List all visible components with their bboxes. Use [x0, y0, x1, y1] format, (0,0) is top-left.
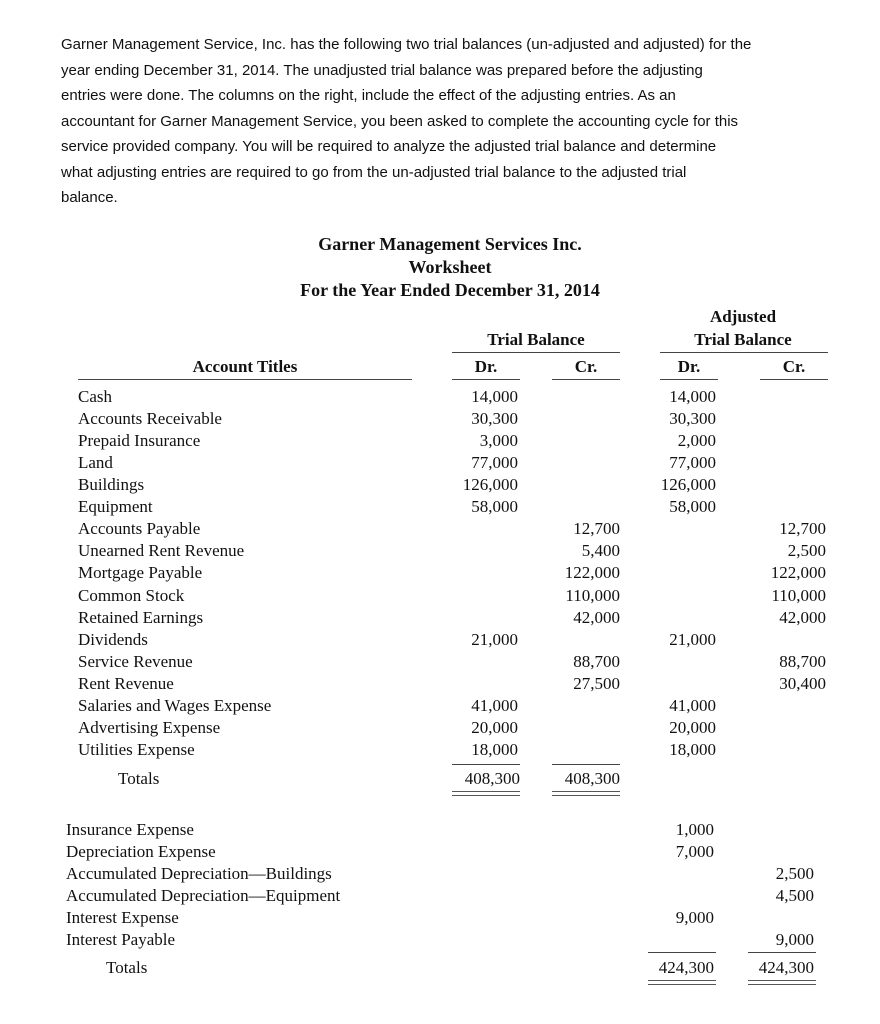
adj-cr-value: 88,700 [779, 651, 826, 671]
tb-cr-sum-rule [552, 764, 620, 765]
tb-dr-header-rule [452, 379, 520, 380]
trial-balance-group-header: Trial Balance [487, 330, 585, 349]
tb-dr-value: 41,000 [471, 695, 518, 715]
adj-dr-double-rule [648, 980, 716, 985]
adjusted-group-header-line1: Adjusted [709, 307, 777, 326]
account-title: Dividends [78, 629, 148, 649]
adj-cr-header-rule [760, 379, 828, 380]
tb-dr-value: 58,000 [471, 497, 518, 517]
tb-dr-value: 21,000 [471, 629, 518, 649]
tb-totals-label: Totals [118, 769, 160, 788]
adj-dr-value: 126,000 [660, 475, 716, 495]
worksheet-title: Worksheet [408, 257, 492, 277]
adj-dr-sum-rule [648, 952, 716, 953]
adj-dr-value: 41,000 [669, 695, 716, 715]
adj-dr-header: Dr. [677, 357, 701, 376]
adj-dr-value: 7,000 [675, 842, 714, 861]
account-title: Common Stock [78, 585, 185, 605]
account-title: Equipment [78, 497, 153, 517]
intro-line: accountant for Garner Management Service, you been asked to complete the accounting cycle for this [61, 112, 739, 130]
account-title: Mortgage Payable [78, 563, 203, 583]
tb-dr-header: Dr. [474, 357, 498, 376]
account-title: Depreciation Expense [66, 842, 216, 861]
tb-group-rule [452, 352, 620, 353]
account-title: Unearned Rent Revenue [78, 541, 245, 561]
account-title: Accumulated Depreciation—Buildings [66, 864, 332, 883]
account-title: Interest Expense [66, 908, 179, 927]
account-title: Salaries and Wages Expense [78, 695, 272, 715]
adj-dr-value: 21,000 [669, 629, 716, 649]
account-title: Buildings [78, 475, 145, 495]
adj-cr-value: 2,500 [775, 864, 814, 883]
intro-line: balance. [61, 189, 118, 206]
adj-total-cr: 424,300 [758, 958, 814, 977]
tb-cr-double-rule [552, 791, 620, 796]
account-title: Accounts Receivable [78, 409, 222, 429]
adj-cr-value: 4,500 [775, 886, 814, 905]
account-title: Cash [78, 387, 112, 406]
tb-cr-value: 27,500 [573, 673, 620, 693]
adj-cr-value: 2,500 [787, 541, 826, 561]
tb-dr-sum-rule [452, 764, 520, 765]
tb-dr-value: 3,000 [479, 431, 518, 451]
tb-dr-value: 20,000 [471, 717, 518, 737]
adj-cr-value: 110,000 [771, 585, 826, 605]
adj-dr-header-rule [660, 379, 718, 380]
intro-line: entries were done. The columns on the right, include the effect of the adjusting entries. As an [61, 87, 676, 104]
adj-dr-value: 18,000 [669, 739, 716, 759]
adj-cr-sum-rule [748, 952, 816, 953]
account-title: Land [78, 453, 113, 473]
account-title: Prepaid Insurance [78, 431, 201, 451]
adj-dr-value: 58,000 [669, 497, 716, 517]
adj-dr-value: 14,000 [669, 387, 716, 406]
tb-cr-value: 122,000 [564, 563, 620, 583]
adj-totals-label: Totals [106, 958, 148, 977]
adj-cr-header: Cr. [782, 357, 806, 376]
account-title: Accumulated Depreciation—Equipment [66, 886, 341, 905]
intro-line: Garner Management Service, Inc. has the following two trial balances (un-adjusted and adjusted) for the [61, 36, 752, 53]
tb-dr-value: 18,000 [471, 739, 518, 759]
adj-dr-value: 77,000 [669, 453, 716, 473]
account-title: Advertising Expense [78, 717, 221, 737]
intro-line: year ending December 31, 2014. The unadjusted trial balance was prepared before the adjusting [61, 61, 703, 79]
adj-total-dr: 424,300 [658, 958, 714, 977]
intro-line: what adjusting entries are required to go from the un-adjusted trial balance to the adjusted trial [61, 163, 687, 181]
tb-cr-value: 5,400 [581, 541, 620, 561]
tb-cr-value: 88,700 [573, 651, 620, 671]
adj-cr-value: 12,700 [779, 519, 826, 539]
tb-cr-value: 42,000 [573, 607, 620, 627]
adj-dr-value: 9,000 [675, 908, 714, 927]
account-title: Utilities Expense [78, 739, 195, 759]
tb-dr-value: 126,000 [462, 475, 518, 495]
tb-dr-value: 77,000 [471, 453, 518, 473]
adjusted-group-header-line2: Trial Balance [694, 330, 792, 349]
account-title: Accounts Payable [78, 519, 201, 539]
company-name: Garner Management Services Inc. [318, 234, 582, 254]
adj-dr-value: 20,000 [669, 717, 716, 737]
tb-cr-header: Cr. [574, 357, 598, 376]
tb-cr-header-rule [552, 379, 620, 380]
tb-cr-value: 110,000 [565, 585, 620, 605]
adj-cr-value: 9,000 [775, 930, 814, 949]
tb-dr-value: 30,300 [471, 409, 518, 429]
account-title: Service Revenue [78, 651, 193, 671]
tb-dr-value: 14,000 [471, 387, 518, 406]
adj-cr-value: 30,400 [779, 673, 826, 693]
tb-dr-double-rule [452, 791, 520, 796]
adj-cr-double-rule [748, 980, 816, 985]
adj-dr-value: 1,000 [675, 820, 714, 839]
adj-cr-value: 42,000 [779, 607, 826, 627]
account-title: Retained Earnings [78, 607, 204, 627]
adj-cr-value: 122,000 [770, 563, 826, 583]
tb-cr-value: 12,700 [573, 519, 620, 539]
adj-dr-value: 30,300 [669, 409, 716, 429]
intro-line: service provided company. You will be required to analyze the adjusted trial balance and determine [61, 138, 717, 155]
account-titles-header: Account Titles [192, 357, 298, 376]
tb-total-dr: 408,300 [464, 769, 520, 788]
account-title: Insurance Expense [66, 820, 194, 839]
adj-dr-value: 2,000 [677, 431, 716, 451]
adj-group-rule [660, 352, 828, 353]
tb-total-cr: 408,300 [564, 769, 620, 788]
intro-paragraph [61, 32, 751, 211]
account-title: Interest Payable [66, 930, 176, 949]
account-header-rule [78, 379, 412, 380]
period-title: For the Year Ended December 31, 2014 [300, 280, 600, 300]
account-title: Rent Revenue [78, 673, 174, 693]
